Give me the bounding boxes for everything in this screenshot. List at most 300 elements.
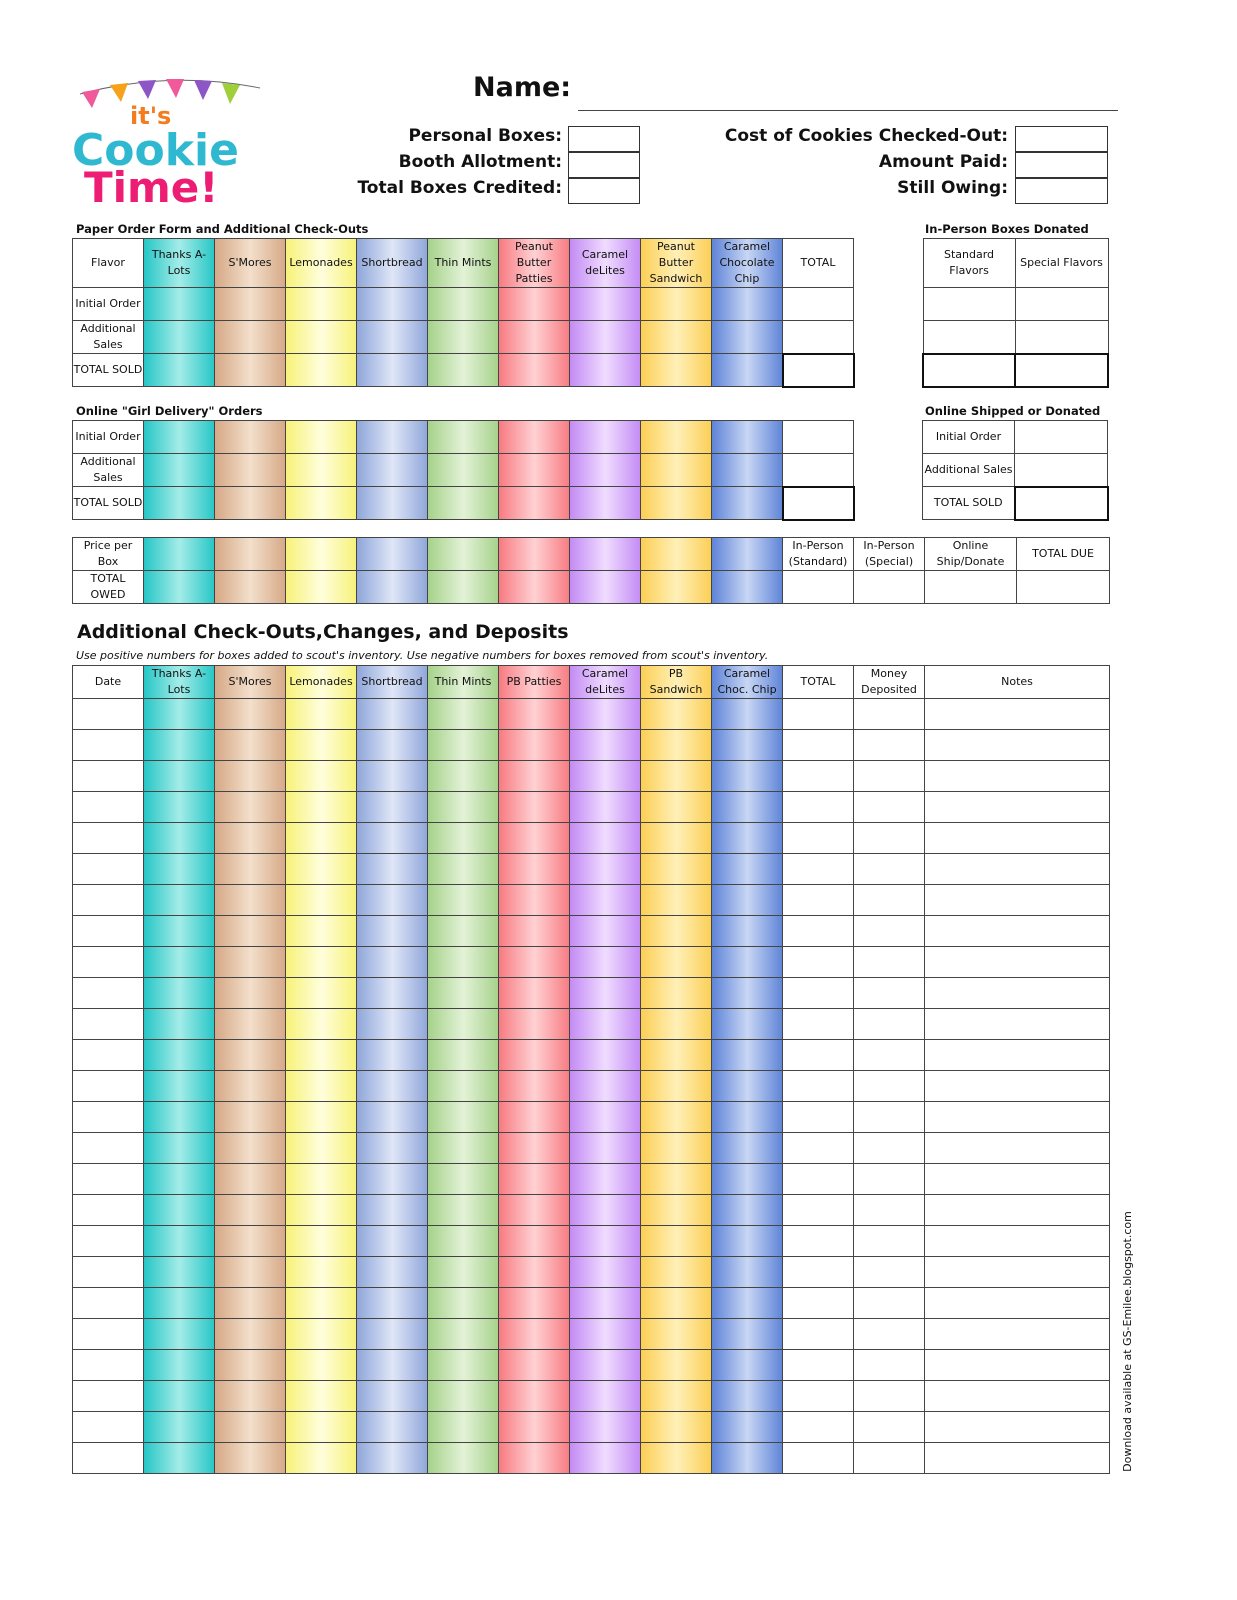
entry-cell[interactable]: [712, 854, 783, 885]
entry-cell[interactable]: [641, 1412, 712, 1443]
entry-cell[interactable]: [428, 823, 499, 854]
entry-cell[interactable]: [286, 1443, 357, 1474]
entry-cell[interactable]: [641, 1443, 712, 1474]
cell[interactable]: [286, 571, 357, 604]
entry-cell[interactable]: [854, 1319, 925, 1350]
entry-cell[interactable]: [357, 730, 428, 761]
entry-cell[interactable]: [499, 1443, 570, 1474]
entry-cell[interactable]: [73, 761, 144, 792]
cell[interactable]: [144, 354, 215, 387]
cell[interactable]: [286, 288, 357, 321]
entry-cell[interactable]: [357, 823, 428, 854]
entry-cell[interactable]: [641, 1195, 712, 1226]
entry-cell[interactable]: [215, 978, 286, 1009]
entry-cell[interactable]: [499, 1350, 570, 1381]
cell[interactable]: [712, 538, 783, 571]
entry-cell[interactable]: [641, 885, 712, 916]
entry-cell[interactable]: [712, 978, 783, 1009]
entry-cell[interactable]: [783, 1381, 854, 1412]
entry-cell[interactable]: [499, 823, 570, 854]
entry-cell[interactable]: [499, 730, 570, 761]
entry-cell[interactable]: [357, 1226, 428, 1257]
entry-cell[interactable]: [144, 1381, 215, 1412]
cell[interactable]: [357, 354, 428, 387]
entry-cell[interactable]: [783, 1133, 854, 1164]
entry-cell[interactable]: [570, 1350, 641, 1381]
entry-cell[interactable]: [641, 978, 712, 1009]
entry-cell[interactable]: [570, 854, 641, 885]
entry-cell[interactable]: [854, 1226, 925, 1257]
entry-cell[interactable]: [925, 699, 1110, 730]
entry-cell[interactable]: [357, 978, 428, 1009]
entry-cell[interactable]: [641, 1319, 712, 1350]
entry-cell[interactable]: [73, 1071, 144, 1102]
entry-cell[interactable]: [783, 978, 854, 1009]
entry-cell[interactable]: [144, 1443, 215, 1474]
entry-cell[interactable]: [215, 761, 286, 792]
entry-cell[interactable]: [357, 947, 428, 978]
entry-cell[interactable]: [215, 1257, 286, 1288]
cell[interactable]: [783, 571, 854, 604]
cell[interactable]: [215, 538, 286, 571]
entry-cell[interactable]: [783, 1319, 854, 1350]
entry-cell[interactable]: [357, 1009, 428, 1040]
entry-cell[interactable]: [286, 1195, 357, 1226]
cell[interactable]: [499, 288, 570, 321]
entry-cell[interactable]: [925, 1226, 1110, 1257]
entry-cell[interactable]: [641, 854, 712, 885]
entry-cell[interactable]: [783, 947, 854, 978]
entry-cell[interactable]: [641, 1257, 712, 1288]
entry-cell[interactable]: [925, 947, 1110, 978]
entry-cell[interactable]: [783, 1412, 854, 1443]
entry-cell[interactable]: [357, 792, 428, 823]
cell[interactable]: [499, 454, 570, 487]
entry-cell[interactable]: [925, 1319, 1110, 1350]
entry-cell[interactable]: [854, 792, 925, 823]
entry-cell[interactable]: [144, 885, 215, 916]
entry-cell[interactable]: [144, 730, 215, 761]
entry-cell[interactable]: [783, 854, 854, 885]
entry-cell[interactable]: [641, 1102, 712, 1133]
entry-cell[interactable]: [215, 1226, 286, 1257]
entry-cell[interactable]: [357, 699, 428, 730]
entry-cell[interactable]: [286, 916, 357, 947]
cell[interactable]: [641, 288, 712, 321]
entry-cell[interactable]: [854, 885, 925, 916]
entry-cell[interactable]: [428, 1257, 499, 1288]
entry-cell[interactable]: [570, 1009, 641, 1040]
entry-cell[interactable]: [925, 1102, 1110, 1133]
entry-cell[interactable]: [144, 1133, 215, 1164]
cell[interactable]: [570, 571, 641, 604]
cell[interactable]: [641, 454, 712, 487]
entry-cell[interactable]: [570, 978, 641, 1009]
entry-cell[interactable]: [854, 947, 925, 978]
cell[interactable]: [144, 321, 215, 354]
entry-cell[interactable]: [712, 730, 783, 761]
entry-cell[interactable]: [712, 1071, 783, 1102]
cell[interactable]: [499, 354, 570, 387]
entry-cell[interactable]: [712, 1319, 783, 1350]
cell[interactable]: [357, 571, 428, 604]
entry-cell[interactable]: [286, 792, 357, 823]
entry-cell[interactable]: [641, 823, 712, 854]
entry-cell[interactable]: [499, 1412, 570, 1443]
cell[interactable]: [570, 421, 641, 454]
entry-cell[interactable]: [854, 854, 925, 885]
cell[interactable]: [712, 487, 783, 520]
entry-cell[interactable]: [925, 823, 1110, 854]
entry-cell[interactable]: [357, 761, 428, 792]
entry-cell[interactable]: [286, 1133, 357, 1164]
entry-cell[interactable]: [215, 885, 286, 916]
entry-cell[interactable]: [499, 699, 570, 730]
cell[interactable]: [783, 421, 854, 454]
entry-cell[interactable]: [783, 1195, 854, 1226]
cell[interactable]: [570, 538, 641, 571]
entry-cell[interactable]: [144, 699, 215, 730]
entry-cell[interactable]: [73, 1102, 144, 1133]
entry-cell[interactable]: [783, 1009, 854, 1040]
cell[interactable]: [286, 354, 357, 387]
entry-cell[interactable]: [641, 1381, 712, 1412]
entry-cell[interactable]: [215, 1040, 286, 1071]
entry-cell[interactable]: [570, 1226, 641, 1257]
entry-cell[interactable]: [854, 761, 925, 792]
entry-cell[interactable]: [925, 1443, 1110, 1474]
cell[interactable]: [570, 454, 641, 487]
cell[interactable]: [570, 354, 641, 387]
entry-cell[interactable]: [144, 761, 215, 792]
cell[interactable]: [641, 421, 712, 454]
entry-cell[interactable]: [641, 792, 712, 823]
entry-cell[interactable]: [357, 1257, 428, 1288]
cell[interactable]: [712, 571, 783, 604]
cell[interactable]: [712, 321, 783, 354]
cell[interactable]: [428, 487, 499, 520]
cell[interactable]: [286, 487, 357, 520]
entry-cell[interactable]: [925, 978, 1110, 1009]
entry-cell[interactable]: [357, 1195, 428, 1226]
entry-cell[interactable]: [215, 823, 286, 854]
cell[interactable]: [144, 454, 215, 487]
entry-cell[interactable]: [215, 1071, 286, 1102]
entry-cell[interactable]: [499, 1133, 570, 1164]
entry-cell[interactable]: [215, 854, 286, 885]
entry-cell[interactable]: [357, 1288, 428, 1319]
entry-cell[interactable]: [428, 1071, 499, 1102]
entry-cell[interactable]: [73, 1288, 144, 1319]
entry-cell[interactable]: [73, 1226, 144, 1257]
entry-cell[interactable]: [712, 1226, 783, 1257]
entry-cell[interactable]: [357, 1164, 428, 1195]
cell[interactable]: [428, 288, 499, 321]
entry-cell[interactable]: [854, 1164, 925, 1195]
entry-cell[interactable]: [286, 699, 357, 730]
entry-cell[interactable]: [215, 1412, 286, 1443]
entry-cell[interactable]: [854, 1102, 925, 1133]
cell[interactable]: [428, 538, 499, 571]
entry-cell[interactable]: [215, 1102, 286, 1133]
entry-cell[interactable]: [144, 1195, 215, 1226]
cell[interactable]: [499, 538, 570, 571]
entry-cell[interactable]: [499, 1257, 570, 1288]
entry-cell[interactable]: [499, 1164, 570, 1195]
entry-cell[interactable]: [73, 1412, 144, 1443]
entry-cell[interactable]: [712, 1443, 783, 1474]
entry-cell[interactable]: [712, 1133, 783, 1164]
cell[interactable]: [286, 421, 357, 454]
entry-cell[interactable]: [73, 1443, 144, 1474]
entry-cell[interactable]: [925, 916, 1110, 947]
entry-cell[interactable]: [428, 1381, 499, 1412]
cell[interactable]: [1017, 571, 1110, 604]
entry-cell[interactable]: [357, 1412, 428, 1443]
entry-cell[interactable]: [73, 1319, 144, 1350]
entry-cell[interactable]: [854, 1009, 925, 1040]
entry-cell[interactable]: [641, 699, 712, 730]
entry-cell[interactable]: [428, 1164, 499, 1195]
entry-cell[interactable]: [286, 1071, 357, 1102]
entry-cell[interactable]: [570, 1133, 641, 1164]
entry-cell[interactable]: [428, 1319, 499, 1350]
entry-cell[interactable]: [570, 1257, 641, 1288]
entry-cell[interactable]: [641, 1350, 712, 1381]
entry-cell[interactable]: [428, 761, 499, 792]
entry-cell[interactable]: [570, 1443, 641, 1474]
entry-cell[interactable]: [286, 1226, 357, 1257]
cell[interactable]: [144, 571, 215, 604]
entry-cell[interactable]: [215, 699, 286, 730]
entry-cell[interactable]: [712, 823, 783, 854]
cell[interactable]: [570, 288, 641, 321]
entry-cell[interactable]: [357, 916, 428, 947]
entry-cell[interactable]: [357, 1133, 428, 1164]
entry-cell[interactable]: [783, 1102, 854, 1133]
entry-cell[interactable]: [641, 947, 712, 978]
cell[interactable]: [712, 454, 783, 487]
entry-cell[interactable]: [215, 1288, 286, 1319]
entry-cell[interactable]: [428, 730, 499, 761]
cell[interactable]: [641, 321, 712, 354]
total-sold-cell[interactable]: [783, 354, 854, 387]
entry-cell[interactable]: [854, 823, 925, 854]
entry-cell[interactable]: [712, 1164, 783, 1195]
entry-cell[interactable]: [570, 885, 641, 916]
cell[interactable]: [923, 288, 1015, 321]
entry-cell[interactable]: [499, 1040, 570, 1071]
entry-cell[interactable]: [499, 1102, 570, 1133]
entry-cell[interactable]: [286, 1102, 357, 1133]
entry-cell[interactable]: [73, 1164, 144, 1195]
entry-cell[interactable]: [783, 1164, 854, 1195]
entry-cell[interactable]: [144, 792, 215, 823]
entry-cell[interactable]: [144, 1102, 215, 1133]
entry-cell[interactable]: [570, 1319, 641, 1350]
entry-cell[interactable]: [925, 730, 1110, 761]
entry-cell[interactable]: [570, 916, 641, 947]
entry-cell[interactable]: [428, 1288, 499, 1319]
entry-cell[interactable]: [783, 730, 854, 761]
cell[interactable]: [499, 421, 570, 454]
cell[interactable]: [923, 354, 1015, 387]
entry-cell[interactable]: [570, 730, 641, 761]
cell[interactable]: [570, 321, 641, 354]
cell[interactable]: [712, 288, 783, 321]
cell[interactable]: [144, 288, 215, 321]
entry-cell[interactable]: [428, 916, 499, 947]
cell[interactable]: [357, 288, 428, 321]
entry-cell[interactable]: [499, 978, 570, 1009]
cell[interactable]: [286, 454, 357, 487]
entry-cell[interactable]: [73, 1257, 144, 1288]
entry-cell[interactable]: [783, 761, 854, 792]
entry-cell[interactable]: [854, 1412, 925, 1443]
entry-cell[interactable]: [712, 885, 783, 916]
entry-cell[interactable]: [286, 1350, 357, 1381]
entry-cell[interactable]: [499, 792, 570, 823]
entry-cell[interactable]: [783, 792, 854, 823]
entry-cell[interactable]: [286, 1040, 357, 1071]
cell[interactable]: [1015, 421, 1108, 454]
entry-cell[interactable]: [783, 1071, 854, 1102]
entry-cell[interactable]: [499, 1195, 570, 1226]
entry-cell[interactable]: [357, 1381, 428, 1412]
entry-cell[interactable]: [641, 1164, 712, 1195]
entry-cell[interactable]: [570, 1381, 641, 1412]
entry-cell[interactable]: [73, 885, 144, 916]
entry-cell[interactable]: [215, 1164, 286, 1195]
entry-cell[interactable]: [286, 1164, 357, 1195]
entry-cell[interactable]: [215, 730, 286, 761]
entry-cell[interactable]: [499, 885, 570, 916]
cost-checked-out-field[interactable]: [1015, 126, 1108, 152]
entry-cell[interactable]: [73, 1040, 144, 1071]
entry-cell[interactable]: [712, 699, 783, 730]
entry-cell[interactable]: [73, 1381, 144, 1412]
entry-cell[interactable]: [925, 1412, 1110, 1443]
entry-cell[interactable]: [854, 1288, 925, 1319]
entry-cell[interactable]: [854, 1195, 925, 1226]
entry-cell[interactable]: [570, 947, 641, 978]
entry-cell[interactable]: [499, 1071, 570, 1102]
entry-cell[interactable]: [854, 978, 925, 1009]
entry-cell[interactable]: [428, 1412, 499, 1443]
entry-cell[interactable]: [286, 1381, 357, 1412]
entry-cell[interactable]: [73, 730, 144, 761]
entry-cell[interactable]: [570, 1288, 641, 1319]
entry-cell[interactable]: [286, 885, 357, 916]
entry-cell[interactable]: [712, 1040, 783, 1071]
entry-cell[interactable]: [854, 1257, 925, 1288]
entry-cell[interactable]: [570, 823, 641, 854]
cell[interactable]: [144, 538, 215, 571]
cell[interactable]: [215, 487, 286, 520]
entry-cell[interactable]: [428, 1443, 499, 1474]
entry-cell[interactable]: [215, 1381, 286, 1412]
entry-cell[interactable]: [286, 854, 357, 885]
entry-cell[interactable]: [783, 885, 854, 916]
cell[interactable]: [428, 354, 499, 387]
entry-cell[interactable]: [286, 1319, 357, 1350]
entry-cell[interactable]: [428, 1195, 499, 1226]
entry-cell[interactable]: [641, 1009, 712, 1040]
cell[interactable]: [783, 321, 854, 354]
entry-cell[interactable]: [925, 792, 1110, 823]
entry-cell[interactable]: [144, 1226, 215, 1257]
entry-cell[interactable]: [570, 1412, 641, 1443]
entry-cell[interactable]: [499, 1009, 570, 1040]
entry-cell[interactable]: [215, 1350, 286, 1381]
entry-cell[interactable]: [783, 1040, 854, 1071]
cell[interactable]: [1015, 454, 1108, 487]
entry-cell[interactable]: [712, 947, 783, 978]
entry-cell[interactable]: [712, 1102, 783, 1133]
entry-cell[interactable]: [73, 916, 144, 947]
entry-cell[interactable]: [712, 1350, 783, 1381]
entry-cell[interactable]: [286, 1288, 357, 1319]
entry-cell[interactable]: [428, 947, 499, 978]
cell[interactable]: [286, 321, 357, 354]
entry-cell[interactable]: [783, 823, 854, 854]
cell[interactable]: [923, 321, 1015, 354]
entry-cell[interactable]: [854, 1133, 925, 1164]
entry-cell[interactable]: [73, 823, 144, 854]
cell[interactable]: [144, 421, 215, 454]
entry-cell[interactable]: [428, 1009, 499, 1040]
entry-cell[interactable]: [144, 854, 215, 885]
entry-cell[interactable]: [144, 1040, 215, 1071]
entry-cell[interactable]: [783, 699, 854, 730]
entry-cell[interactable]: [854, 916, 925, 947]
entry-cell[interactable]: [783, 916, 854, 947]
cell[interactable]: [570, 487, 641, 520]
cell[interactable]: [215, 354, 286, 387]
cell[interactable]: [357, 421, 428, 454]
cell[interactable]: [215, 321, 286, 354]
entry-cell[interactable]: [357, 1319, 428, 1350]
entry-cell[interactable]: [144, 947, 215, 978]
entry-cell[interactable]: [570, 792, 641, 823]
cell[interactable]: [1015, 354, 1108, 387]
total-sold-cell[interactable]: [783, 487, 854, 520]
entry-cell[interactable]: [144, 1164, 215, 1195]
entry-cell[interactable]: [215, 1195, 286, 1226]
entry-cell[interactable]: [428, 1102, 499, 1133]
entry-cell[interactable]: [73, 1009, 144, 1040]
entry-cell[interactable]: [357, 1102, 428, 1133]
cell[interactable]: [712, 421, 783, 454]
total-boxes-credited-field[interactable]: [568, 178, 640, 204]
entry-cell[interactable]: [215, 792, 286, 823]
entry-cell[interactable]: [428, 1133, 499, 1164]
entry-cell[interactable]: [286, 947, 357, 978]
entry-cell[interactable]: [144, 1350, 215, 1381]
entry-cell[interactable]: [428, 1350, 499, 1381]
entry-cell[interactable]: [428, 978, 499, 1009]
entry-cell[interactable]: [144, 1319, 215, 1350]
entry-cell[interactable]: [286, 978, 357, 1009]
cell[interactable]: [1015, 288, 1108, 321]
entry-cell[interactable]: [73, 1350, 144, 1381]
entry-cell[interactable]: [712, 761, 783, 792]
entry-cell[interactable]: [712, 792, 783, 823]
entry-cell[interactable]: [144, 823, 215, 854]
entry-cell[interactable]: [428, 854, 499, 885]
entry-cell[interactable]: [570, 1195, 641, 1226]
entry-cell[interactable]: [570, 699, 641, 730]
